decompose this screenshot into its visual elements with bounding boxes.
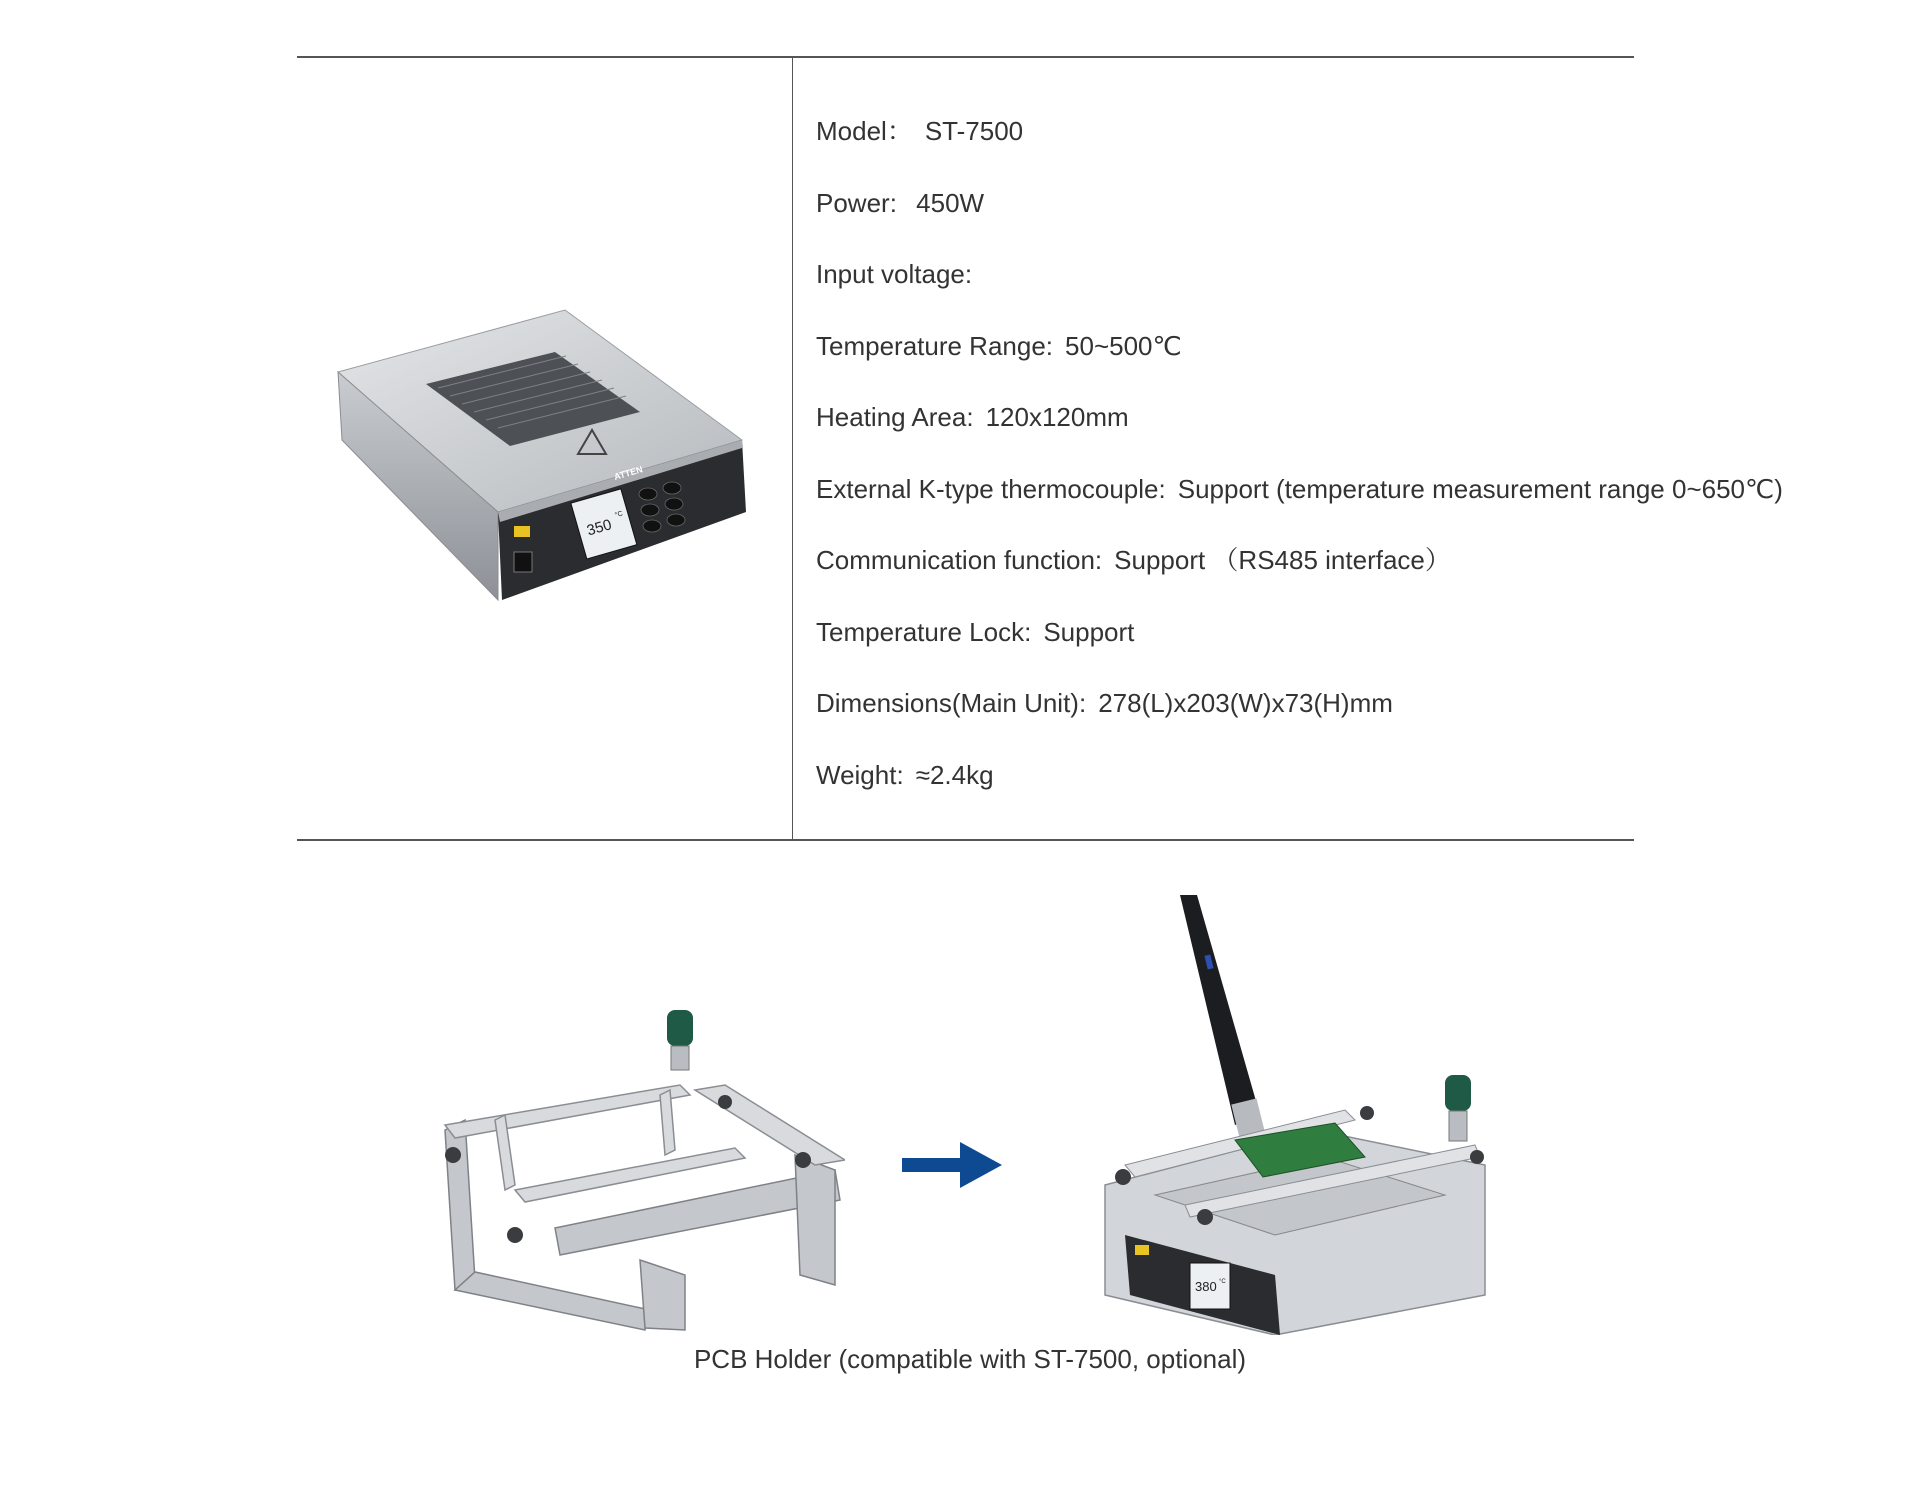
spec-weight: Weight: ≈2.4kg — [816, 759, 994, 790]
assembled-holder-image — [1085, 895, 1505, 1335]
top-divider — [297, 56, 1634, 58]
assembled-display-temp: 380 — [1195, 1279, 1217, 1294]
display-unit: °C — [614, 510, 624, 520]
spec-temperature-range: Temperature Range: 50~500℃ — [816, 330, 1182, 361]
pcb-holder-caption: PCB Holder (compatible with ST-7500, optional) — [693, 1344, 1247, 1374]
right-arrow-icon — [902, 1142, 1002, 1188]
spec-communication: Communication function: Support （RS485 interface） — [816, 545, 1451, 575]
spec-list — [816, 112, 1783, 827]
spec-power: Power: 450W — [816, 187, 985, 218]
pcb-holder-image — [435, 1010, 845, 1340]
brand-label: ATTEN — [612, 464, 644, 482]
spec-model: Model： ST-7500 — [816, 116, 1024, 146]
display-temp: 350 — [584, 516, 614, 540]
spec-input-voltage: Input voltage: — [816, 259, 973, 289]
preheater-product-image — [330, 300, 760, 610]
bottom-divider — [297, 839, 1634, 841]
assembled-display-unit: °C — [1219, 1279, 1226, 1285]
spec-thermocouple: External K-type thermocouple: Support (temperature measurement range 0~650℃) — [816, 473, 1783, 504]
spec-dimensions: Dimensions(Main Unit): 278(L)x203(W)x73(H)mm — [816, 688, 1393, 718]
spec-temperature-lock: Temperature Lock: Support — [816, 616, 1135, 647]
spec-heating-area: Heating Area: 120x120mm — [816, 402, 1129, 432]
column-divider — [792, 57, 793, 840]
